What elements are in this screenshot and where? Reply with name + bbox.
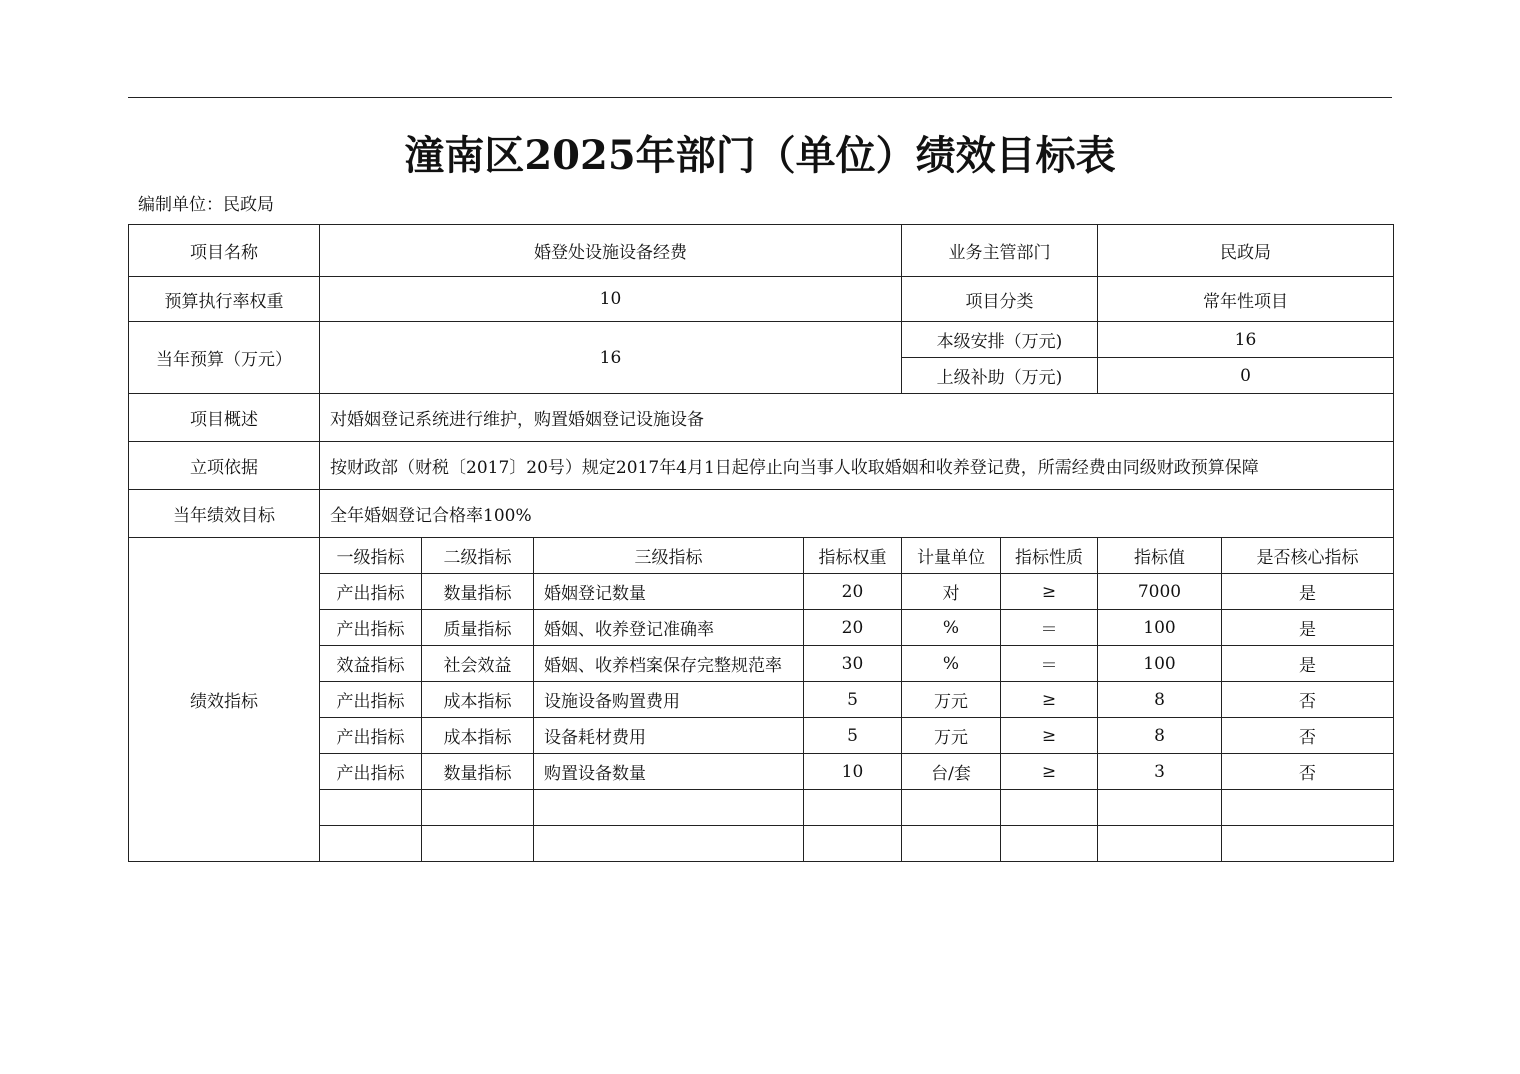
value-cell: 7000 bbox=[1098, 574, 1222, 610]
weight-cell: 20 bbox=[804, 574, 902, 610]
basis-value: 按财政部（财税〔2017〕20号）规定2017年4月1日起停止向当事人收取婚姻和收养登记费，所需经费由同级财政预算保障 bbox=[320, 442, 1394, 490]
header-level2: 二级指标 bbox=[422, 538, 534, 574]
core-cell: 否 bbox=[1222, 718, 1394, 754]
goal-label: 当年绩效目标 bbox=[129, 490, 320, 538]
compiling-unit-label: 编制单位： bbox=[138, 195, 223, 215]
row-basis bbox=[129, 442, 1394, 490]
unit-cell: 万元 bbox=[902, 682, 1001, 718]
dept-label: 业务主管部门 bbox=[902, 225, 1098, 277]
nature-cell: ≥ bbox=[1001, 574, 1098, 610]
level1-cell: 产出指标 bbox=[320, 574, 422, 610]
level3-cell: 婚姻登记数量 bbox=[534, 574, 804, 610]
value-cell: 100 bbox=[1098, 646, 1222, 682]
header-unit: 计量单位 bbox=[902, 538, 1001, 574]
header-nature: 指标性质 bbox=[1001, 538, 1098, 574]
unit-cell: 台/套 bbox=[902, 754, 1001, 790]
compiling-unit bbox=[138, 192, 274, 218]
header-level3: 三级指标 bbox=[534, 538, 804, 574]
overview-value: 对婚姻登记系统进行维护，购置婚姻登记设施设备 bbox=[320, 394, 1394, 442]
weight-cell: 5 bbox=[804, 718, 902, 754]
level3-cell: 设施设备购置费用 bbox=[534, 682, 804, 718]
header-core: 是否核心指标 bbox=[1222, 538, 1394, 574]
weight-label: 预算执行率权重 bbox=[129, 277, 320, 322]
level1-cell: 效益指标 bbox=[320, 646, 422, 682]
core-cell: 是 bbox=[1222, 646, 1394, 682]
top-rule bbox=[128, 97, 1392, 98]
level3-cell: 购置设备数量 bbox=[534, 754, 804, 790]
level2-cell: 数量指标 bbox=[422, 574, 534, 610]
row-goal bbox=[129, 490, 1394, 538]
indicator-header-row bbox=[129, 538, 1394, 574]
local-label: 本级安排（万元) bbox=[902, 322, 1098, 358]
level3-cell: 婚姻、收养档案保存完整规范率 bbox=[534, 646, 804, 682]
weight-value: 10 bbox=[320, 277, 902, 322]
basis-label: 立项依据 bbox=[129, 442, 320, 490]
row-project-name bbox=[129, 225, 1394, 277]
unit-cell: % bbox=[902, 610, 1001, 646]
level2-cell: 社会效益 bbox=[422, 646, 534, 682]
nature-cell: ＝ bbox=[1001, 610, 1098, 646]
core-cell: 是 bbox=[1222, 610, 1394, 646]
row-overview bbox=[129, 394, 1394, 442]
unit-cell: 对 bbox=[902, 574, 1001, 610]
level3-cell: 婚姻、收养登记准确率 bbox=[534, 610, 804, 646]
header-level1: 一级指标 bbox=[320, 538, 422, 574]
header-weight: 指标权重 bbox=[804, 538, 902, 574]
compiling-unit-value: 民政局 bbox=[223, 195, 274, 215]
category-value: 常年性项目 bbox=[1098, 277, 1394, 322]
value-cell: 3 bbox=[1098, 754, 1222, 790]
unit-cell: % bbox=[902, 646, 1001, 682]
performance-target-table bbox=[128, 224, 1394, 862]
value-cell: 8 bbox=[1098, 682, 1222, 718]
level1-cell: 产出指标 bbox=[320, 682, 422, 718]
goal-value: 全年婚姻登记合格率100% bbox=[320, 490, 1394, 538]
row-weight bbox=[129, 277, 1394, 322]
level2-cell: 成本指标 bbox=[422, 682, 534, 718]
level2-cell: 质量指标 bbox=[422, 610, 534, 646]
weight-cell: 10 bbox=[804, 754, 902, 790]
level2-cell: 成本指标 bbox=[422, 718, 534, 754]
superior-value: 0 bbox=[1098, 358, 1394, 394]
level1-cell: 产出指标 bbox=[320, 610, 422, 646]
core-cell: 是 bbox=[1222, 574, 1394, 610]
nature-cell: ≥ bbox=[1001, 682, 1098, 718]
level2-cell: 数量指标 bbox=[422, 754, 534, 790]
value-cell: 100 bbox=[1098, 610, 1222, 646]
value-cell: 8 bbox=[1098, 718, 1222, 754]
core-cell: 否 bbox=[1222, 682, 1394, 718]
indicators-section-label: 绩效指标 bbox=[129, 538, 320, 862]
overview-label: 项目概述 bbox=[129, 394, 320, 442]
project-name-value: 婚登处设施设备经费 bbox=[320, 225, 902, 277]
weight-cell: 5 bbox=[804, 682, 902, 718]
unit-cell: 万元 bbox=[902, 718, 1001, 754]
header-value: 指标值 bbox=[1098, 538, 1222, 574]
core-cell: 否 bbox=[1222, 754, 1394, 790]
budget-value: 16 bbox=[320, 322, 902, 394]
row-budget-local bbox=[129, 322, 1394, 358]
nature-cell: ≥ bbox=[1001, 754, 1098, 790]
nature-cell: ≥ bbox=[1001, 718, 1098, 754]
superior-label: 上级补助（万元) bbox=[902, 358, 1098, 394]
dept-value: 民政局 bbox=[1098, 225, 1394, 277]
level1-cell: 产出指标 bbox=[320, 754, 422, 790]
budget-label: 当年预算（万元） bbox=[129, 322, 320, 394]
project-name-label: 项目名称 bbox=[129, 225, 320, 277]
nature-cell: ＝ bbox=[1001, 646, 1098, 682]
weight-cell: 20 bbox=[804, 610, 902, 646]
level1-cell: 产出指标 bbox=[320, 718, 422, 754]
page-title: 潼南区2025年部门（单位）绩效目标表 bbox=[404, 132, 1116, 179]
level3-cell: 设备耗材费用 bbox=[534, 718, 804, 754]
local-value: 16 bbox=[1098, 322, 1394, 358]
weight-cell: 30 bbox=[804, 646, 902, 682]
category-label: 项目分类 bbox=[902, 277, 1098, 322]
